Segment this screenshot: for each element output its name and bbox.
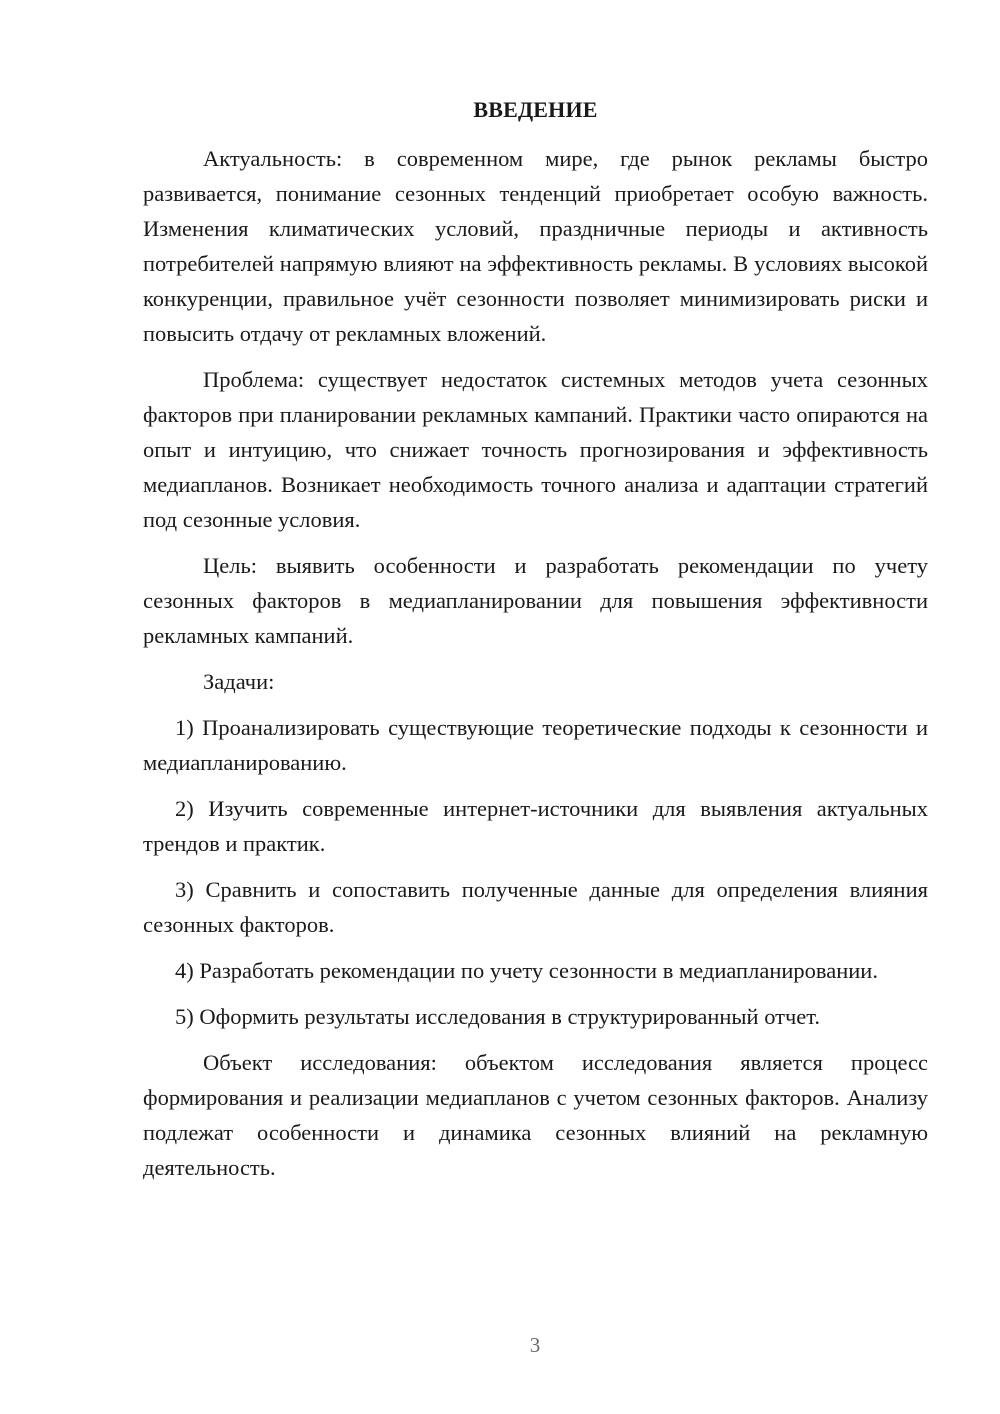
page-title: ВВЕДЕНИЕ <box>473 97 598 122</box>
paragraph-relevance: Актуальность: в современном мире, где рынок рекламы быстро развивается, понимание сезонных тенденций приобретает особую важность. Изменения климатических условий, праздничные периоды и активность потребителей напрямую влияют на эффективность рекламы. В условиях высокой конкуренции, правильное учёт сезонности позволяет минимизировать риски и повысить отдачу от рекламных вложений. <box>143 146 928 346</box>
document-page <box>143 92 928 1185</box>
task-item-4: 4) Разработать рекомендации по учету сезонности в медиапланировании. <box>175 958 878 983</box>
page-number: 3 <box>529 1333 541 1357</box>
task-item-2: 2) Изучить современные интернет-источники для выявления актуальных трендов и практик. <box>143 796 928 856</box>
task-item-5: 5) Оформить результаты исследования в структурированный отчет. <box>175 1004 821 1029</box>
paragraph-object: Объект исследования: объектом исследования является процесс формирования и реализации медиапланов с учетом сезонных факторов. Анализу подлежат особенности и динамика сезонных влияний на рекламную деятельность. <box>143 1050 928 1180</box>
task-item-1: 1) Проанализировать существующие теоретические подходы к сезонности и медиапланированию. <box>143 715 928 775</box>
task-item-3: 3) Сравнить и сопоставить полученные данные для определения влияния сезонных факторов. <box>143 877 928 937</box>
tasks-heading: Задачи: <box>203 669 275 694</box>
paragraph-goal: Цель: выявить особенности и разработать рекомендации по учету сезонных факторов в медиапланировании для повышения эффективности рекламных кампаний. <box>143 553 928 648</box>
paragraph-problem: Проблема: существует недостаток системных методов учета сезонных факторов при планировании рекламных кампаний. Практики часто опираются на опыт и интуицию, что снижает точность прогнозирования и эффективность медиапланов. Возникает необходимость точного анализа и адаптации стратегий под сезонные условия. <box>143 367 928 532</box>
